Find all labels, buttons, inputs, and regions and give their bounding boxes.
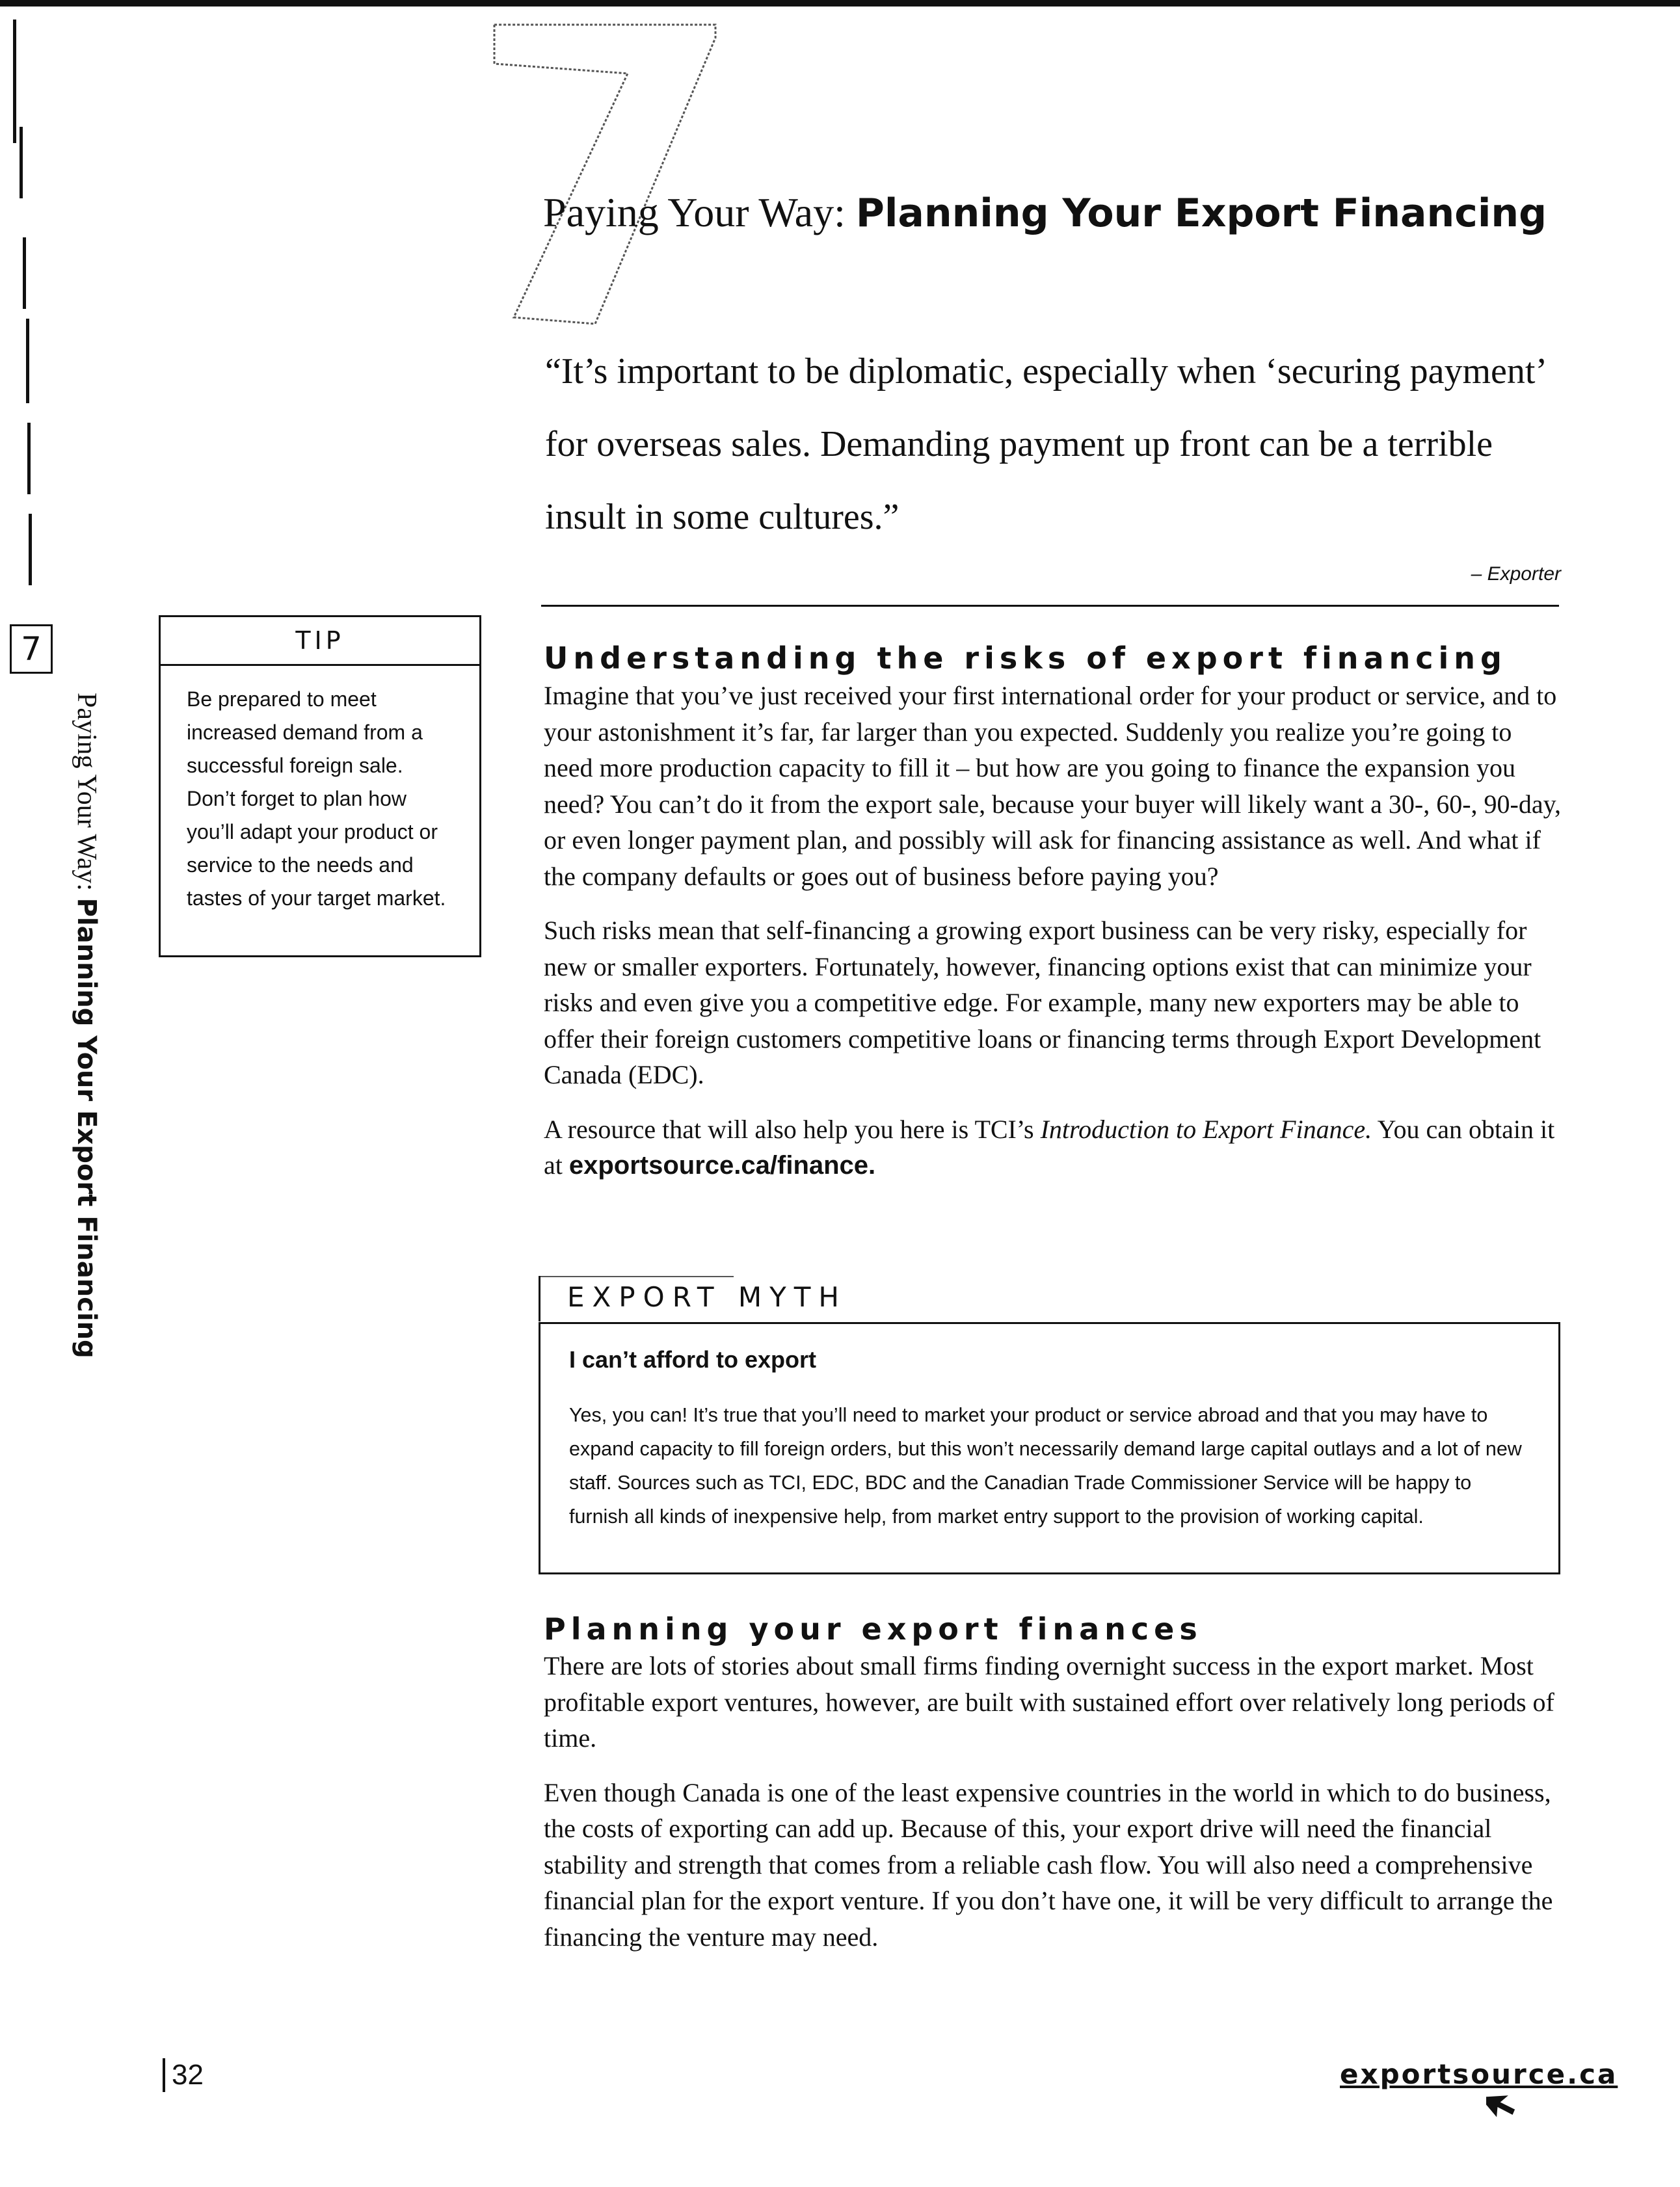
- publication-title: Introduction to Export Finance.: [1040, 1114, 1372, 1144]
- margin-line: [20, 127, 23, 198]
- chapter-title-prefix: Paying Your Way:: [543, 189, 846, 235]
- myth-title: I can’t afford to export: [569, 1346, 817, 1373]
- page-number: 32: [163, 2058, 204, 2092]
- side-title-main: Planning Your Export Financing: [72, 897, 101, 1359]
- margin-line: [13, 20, 16, 143]
- paragraph: Even though Canada is one of the least expensive countries in the world in which to do business, the costs of exporting can add up. Because of this, your export drive will need the financial stability and strength that comes from a reliable cash flow. You will also need a comprehensive financial plan for the export venture. If you don’t have one, it will be very difficult to arrange the financing the venture may need.: [544, 1777, 1553, 1952]
- chapter-number-graphic: [478, 12, 738, 337]
- paragraph: Such risks mean that self-financing a growing export business can be very risky, especially for new or smaller exporters. Fortunately, however, financing options exist that can minimize your risks and even give you a competitive edge. For example, many new exporters may be able to offer their foreign customers competitive loans or financing terms through Export Development Canada (EDC).: [544, 916, 1541, 1089]
- top-border: [0, 0, 1680, 7]
- side-title-prefix: Paying Your Way:: [72, 693, 101, 892]
- myth-top-line: [539, 1276, 734, 1277]
- mouse-pointer-icon: [1486, 2081, 1519, 2127]
- margin-line: [23, 237, 26, 309]
- section-heading-risks: Understanding the risks of export financing: [544, 641, 1507, 676]
- section-heading-planning: Planning your export finances: [544, 1611, 1203, 1647]
- margin-line: [29, 514, 32, 585]
- tip-box: [159, 615, 481, 957]
- myth-side-line: [539, 1276, 540, 1321]
- section-body-planning: [544, 1648, 1562, 1973]
- myth-text: Yes, you can! It’s true that you’ll need to market your product or service abroad and that you may have to expand capacity to fill foreign orders, but this won’t necessarily demand large capital outlays and a lot of new staff. Sources such as TCI, EDC, BDC and the Canadian Trade Commissioner Service will be happy to furnish all kinds of inexpensive help, from market entry support to the provision of working capital.: [569, 1404, 1522, 1528]
- chapter-tab-number: 7: [10, 624, 53, 674]
- chapter-side-title: [67, 693, 106, 1375]
- margin-line: [27, 423, 31, 494]
- divider: [541, 605, 1559, 607]
- text-run: You can obtain it at: [544, 1114, 1555, 1180]
- chapter-title: [543, 189, 1649, 237]
- tip-text: Be prepared to meet increased demand from a successful foreign sale. Don’t forget to plan how you’ll adapt your product or service to the needs and tastes of your target market.: [187, 687, 446, 910]
- paragraph: [544, 1111, 1562, 1184]
- site-link[interactable]: exportsource.ca: [1340, 2058, 1618, 2090]
- text-run: A resource that will also help you here is TCI’s: [544, 1114, 1041, 1144]
- quote-attribution: – Exporter: [1471, 563, 1561, 585]
- finance-link[interactable]: exportsource.ca/finance.: [568, 1151, 876, 1180]
- myth-heading: EXPORT MYTH: [567, 1281, 847, 1313]
- paragraph: Imagine that you’ve just received your first international order for your product or service, and to your astonishment it’s far, far larger than you expected. Suddenly you realize you’re going to need more production capacity to fill it – but how are you going to finance the expansion you need? You can’t do it from the export sale, because your buyer will likely want a 30-, 60-, 90-day, or even longer payment plan, and possibly will ask for financing assistance as well. And what if the company defaults or goes out of business before paying you?: [544, 681, 1562, 891]
- tip-heading: TIP: [161, 617, 479, 666]
- section-body-risks: [544, 678, 1562, 1202]
- margin-line: [26, 319, 29, 403]
- chapter-title-main: Planning Your Export Financing: [855, 191, 1547, 236]
- paragraph: There are lots of stories about small firms finding overnight success in the export market. Most profitable export ventures, however, are built with sustained effort over relatively long periods of time.: [544, 1651, 1554, 1753]
- pull-quote: “It’s important to be diplomatic, especially when ‘securing payment’ for overseas sales. Demanding payment up front can be a terrible insult in some cultures.”: [545, 351, 1545, 537]
